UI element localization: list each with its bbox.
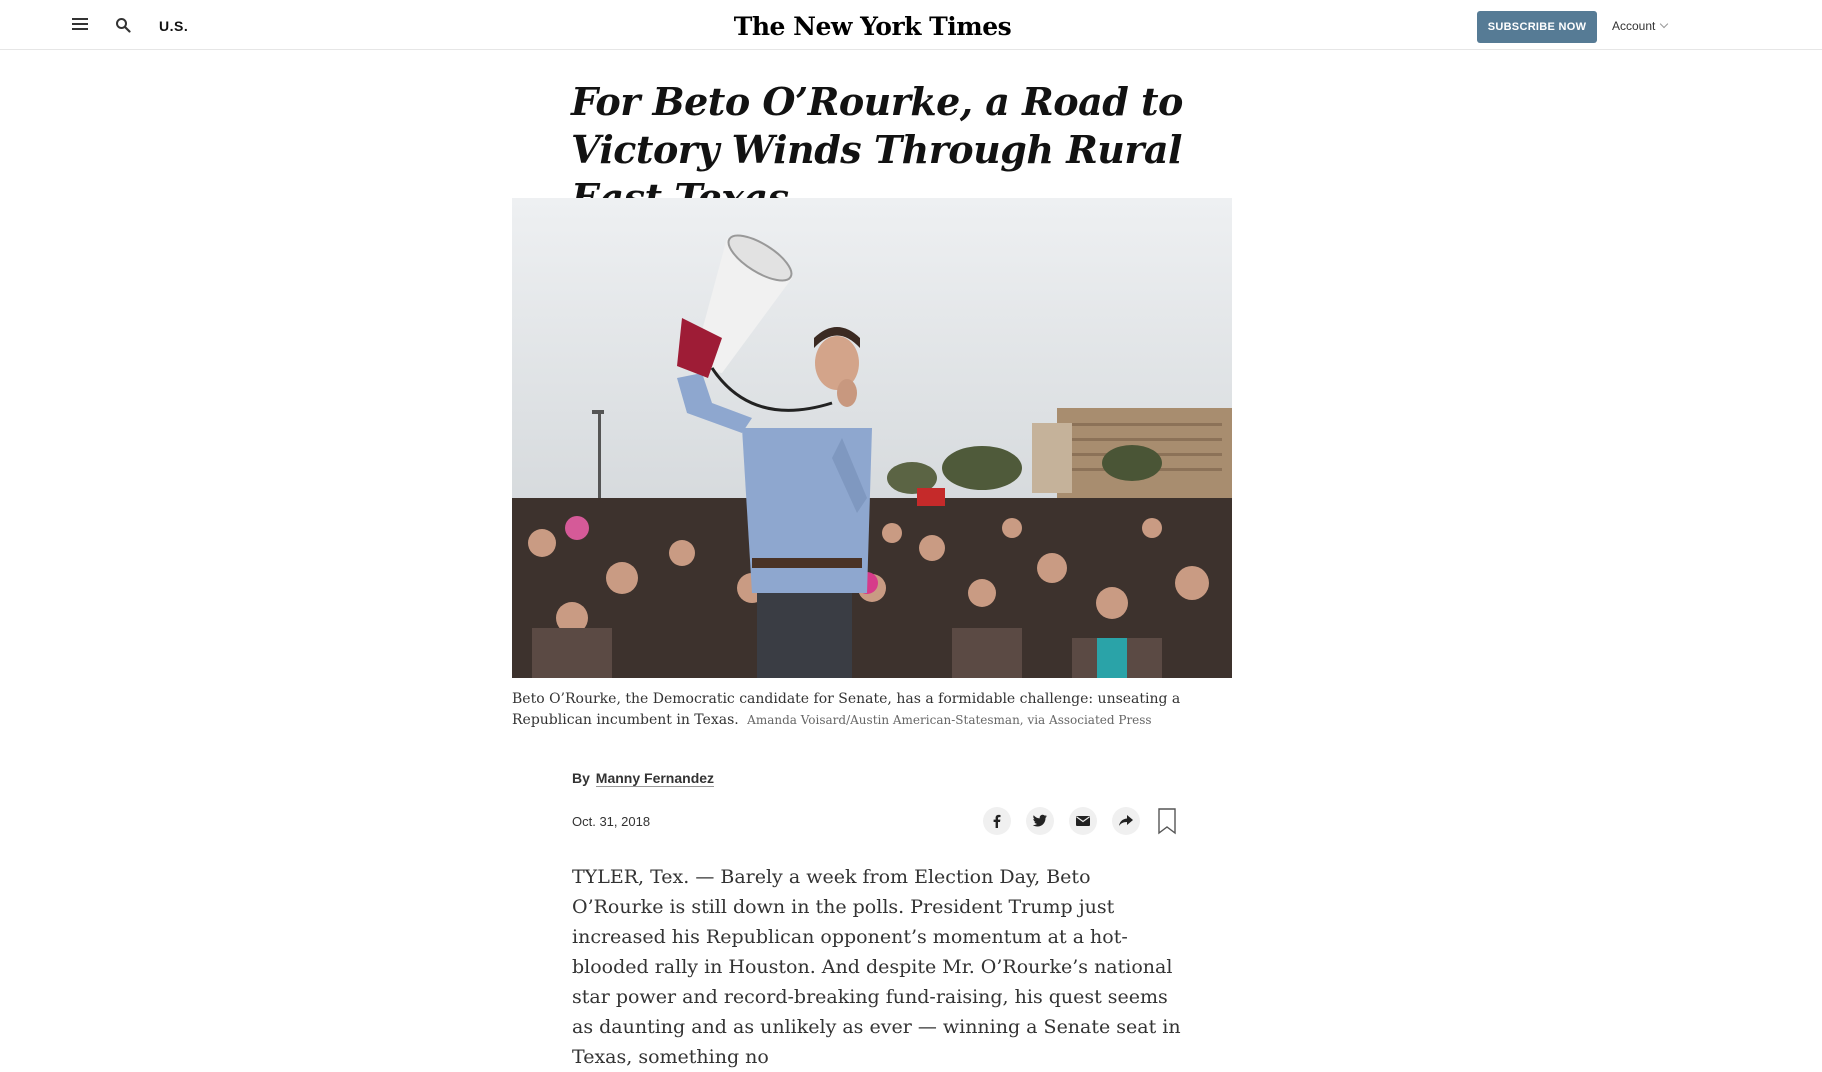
byline-prefix: By bbox=[572, 770, 590, 786]
article-body-paragraph: TYLER, Tex. — Barely a week from Election Day, Beto O’Rourke is still down in the polls. President Trump just increased his Republican opponent’s momentum at a hot-blooded rally in Houston. And despite Mr. O’Rourke’s national star power and record-breaking fund-raising, his quest seems as daunting and as unlikely as ever — winning a Senate seat in Texas, something no bbox=[572, 866, 1181, 1068]
byline bbox=[572, 770, 714, 786]
caption-text: Beto O’Rourke, the Democratic candidate for Senate, has a formidable challenge: unseating a Republican incumbent in Texas. bbox=[512, 691, 1181, 728]
photo-credit: Amanda Voisard/Austin American-Statesman, via Associated Press bbox=[747, 713, 1152, 727]
bookmark-icon[interactable] bbox=[1158, 808, 1176, 834]
twitter-icon[interactable] bbox=[1026, 807, 1054, 835]
subscribe-button[interactable]: SUBSCRIBE NOW bbox=[1477, 11, 1597, 43]
facebook-icon[interactable] bbox=[983, 807, 1011, 835]
publish-date: Oct. 31, 2018 bbox=[572, 814, 651, 829]
hamburger-menu-icon[interactable] bbox=[72, 18, 92, 34]
chevron-down-icon bbox=[1660, 20, 1668, 28]
section-link-us[interactable]: U.S. bbox=[159, 18, 189, 34]
article-headline: For Beto O’Rourke, a Road to Victory Winds Through Rural bbox=[571, 79, 1183, 172]
article-hero-image[interactable] bbox=[512, 198, 1232, 678]
share-tools bbox=[983, 807, 1176, 835]
author-link[interactable]: Manny Fernandez bbox=[595, 770, 715, 786]
top-navigation-bar bbox=[0, 0, 1822, 50]
search-icon[interactable] bbox=[115, 17, 133, 35]
share-icon[interactable] bbox=[1112, 807, 1140, 835]
account-label: Account bbox=[1612, 19, 1656, 33]
nyt-logo[interactable]: The New York Times bbox=[733, 12, 1012, 41]
account-menu-button[interactable] bbox=[1612, 19, 1667, 33]
rally-photo-illustration bbox=[512, 198, 1232, 678]
image-caption bbox=[512, 689, 1192, 731]
email-icon[interactable] bbox=[1069, 807, 1097, 835]
